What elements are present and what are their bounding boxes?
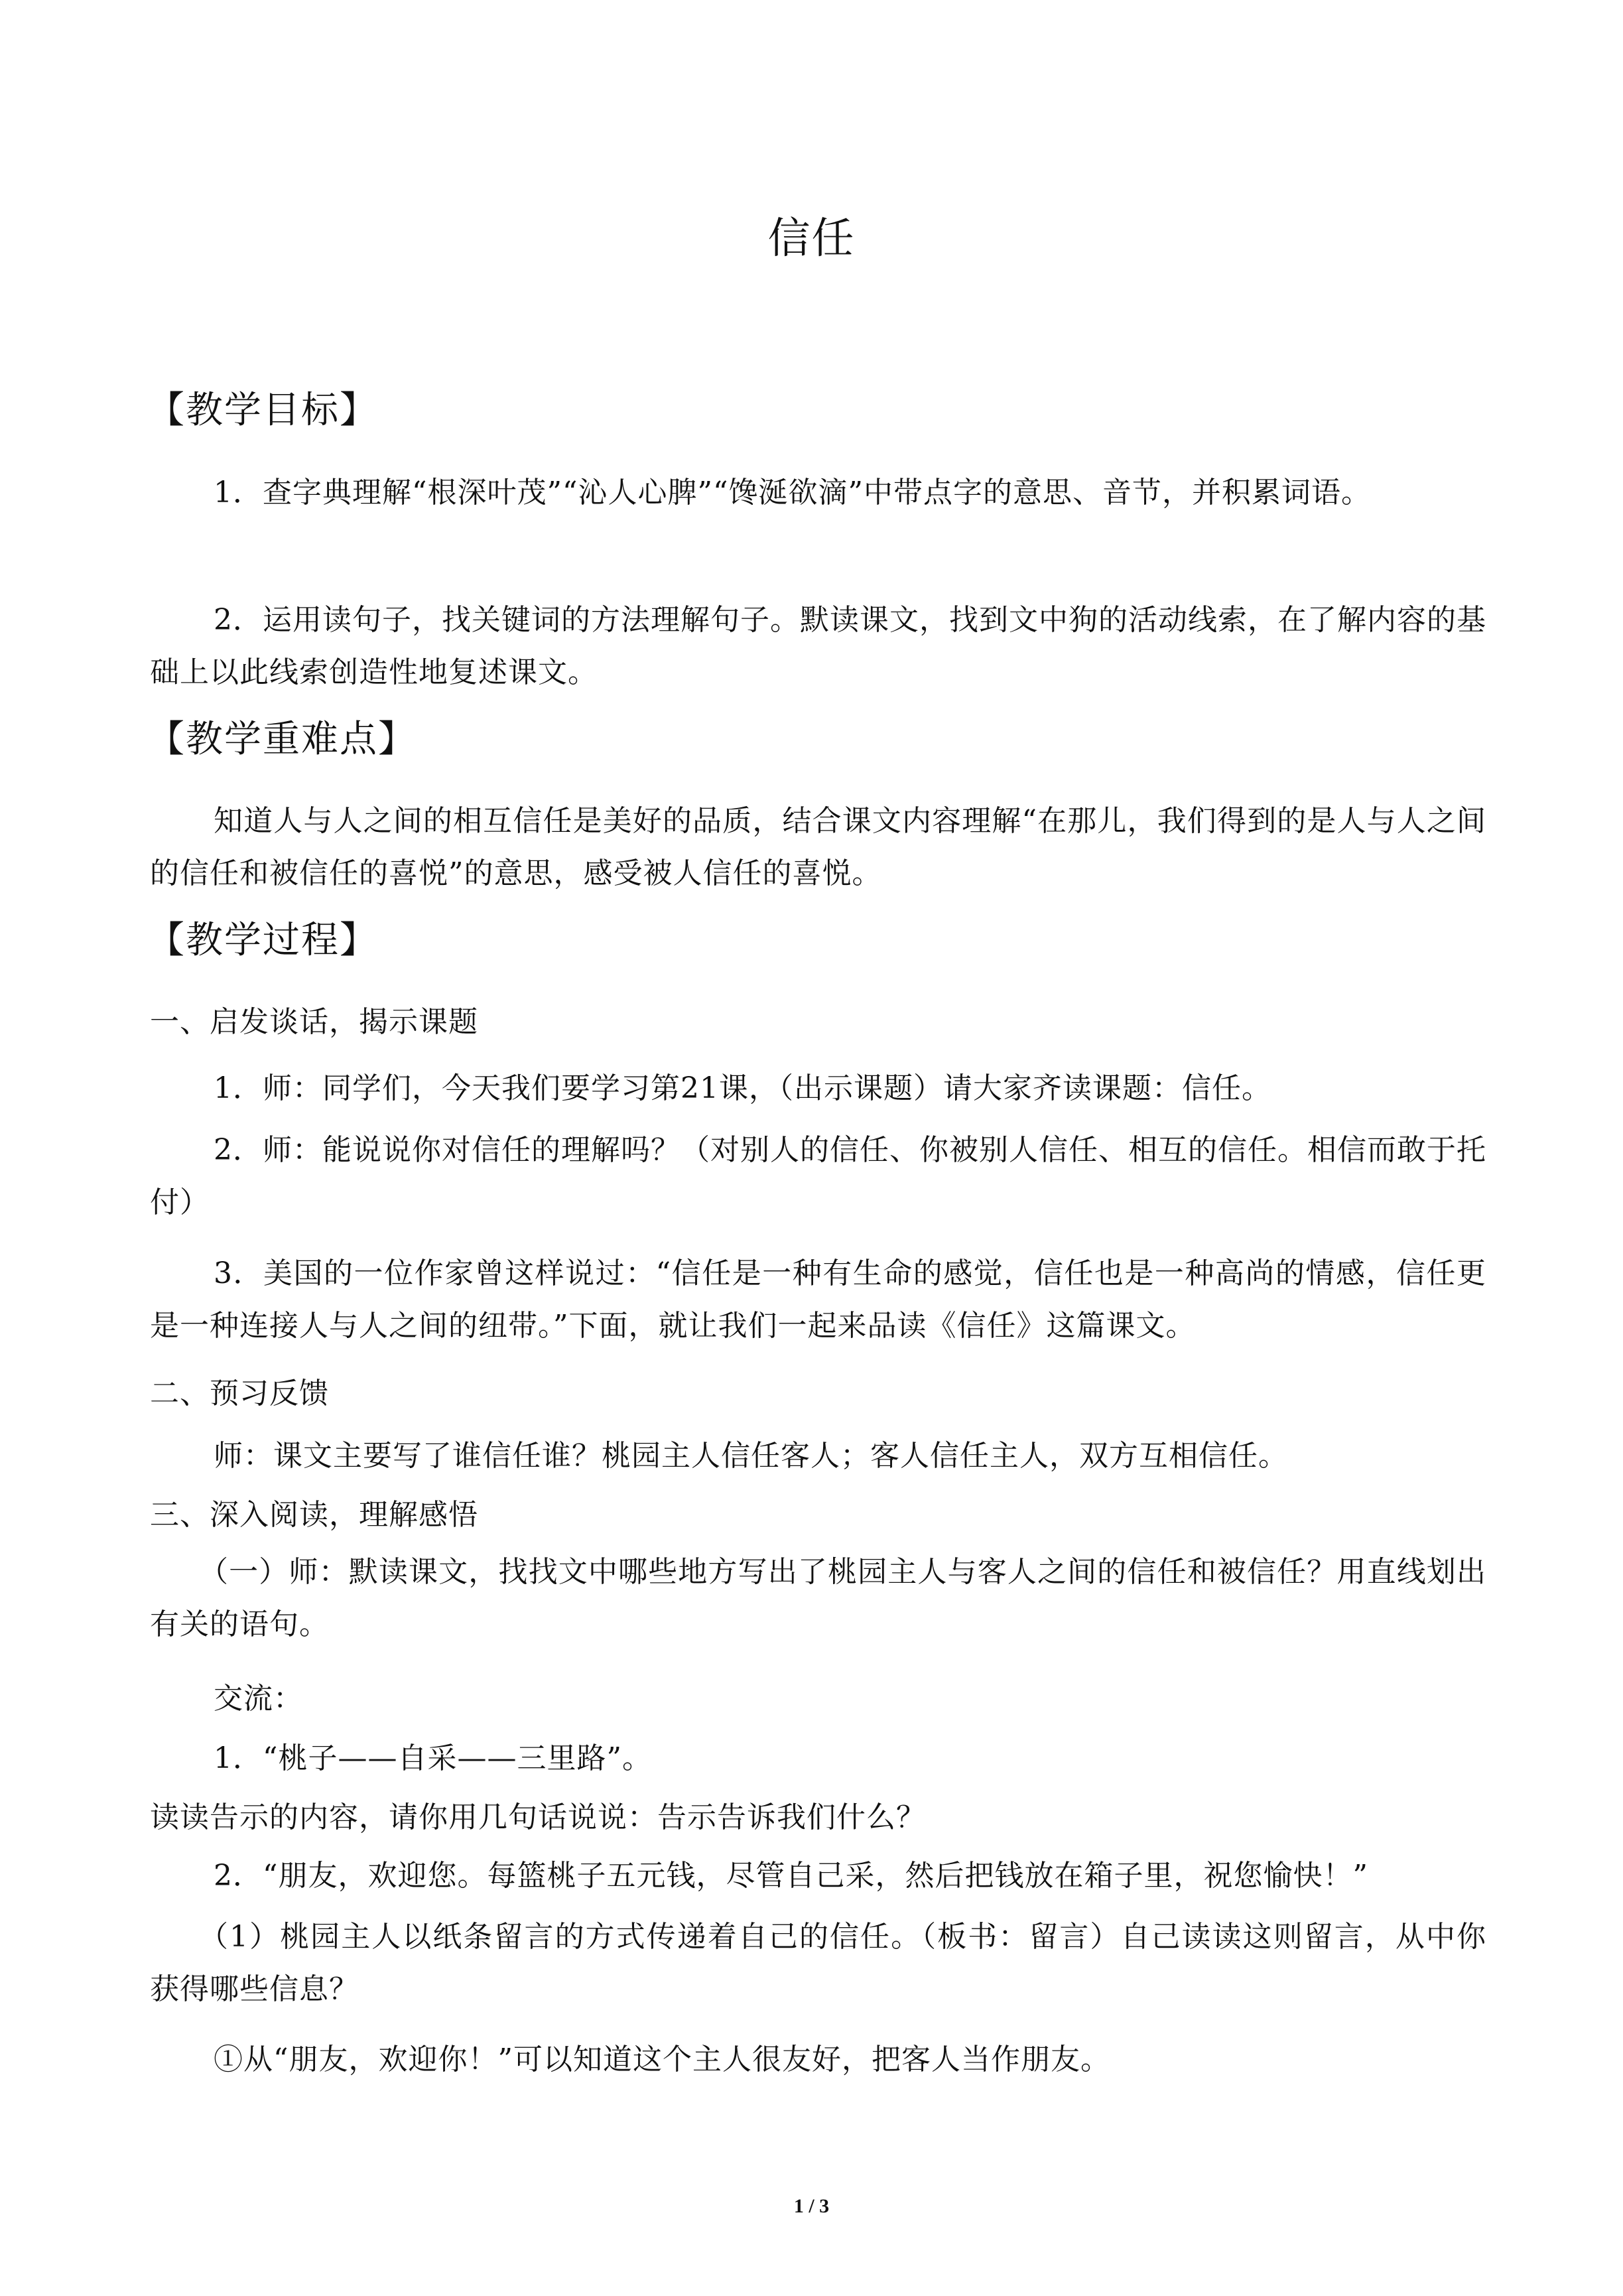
heading-objectives: 【教学目标】: [147, 389, 378, 432]
objective-1: 1．查字典理解“根深叶茂”“沁人心脾”“馋涎欲滴”中带点字的意思、音节，并积累词语。: [214, 476, 1371, 509]
section-1-item-2: 2．师：能说说你对信任的理解吗？（对别人的信任、你被别人信任、相互的信任。相信而敢于托付）: [150, 1133, 1486, 1219]
key-points-text: 知道人与人之间的相互信任是美好的品质，结合课文内容理解“在那儿，我们得到的是人与人之间的信任和被信任的喜悦”的意思，感受被人信任的喜悦。: [150, 804, 1486, 890]
section-1-item-1: 1．师：同学们，今天我们要学习第21课，（出示课题）请大家齐读课题：信任。: [214, 1071, 1271, 1105]
section-2-text: 师：课文主要写了谁信任谁？桃园主人信任客人；客人信任主人，双方互相信任。: [214, 1439, 1288, 1473]
section-3-heading: 三、深入阅读，理解感悟: [150, 1498, 478, 1532]
heading-key-points: 【教学重难点】: [147, 718, 417, 761]
objective-2: 2．运用读句子，找关键词的方法理解句子。默读课文，找到文中狗的活动线索，在了解内容的基础上以此线索创造性地复述课文。: [150, 603, 1486, 689]
section-3-exchange: 交流：: [214, 1682, 303, 1716]
section-3-sub-1: （1）桃园主人以纸条留言的方式传递着自己的信任。（板书：留言）自己读读这则留言，从中你获得哪些信息？: [150, 1920, 1486, 2006]
section-3-item-2: 2．“朋友，欢迎您。每篮桃子五元钱，尽管自己采，然后把钱放在箱子里，祝您愉快！”: [214, 1859, 1368, 1893]
heading-process: 【教学过程】: [147, 919, 378, 962]
section-1-heading: 一、启发谈话，揭示课题: [150, 1005, 478, 1039]
section-2-heading: 二、预习反馈: [150, 1377, 329, 1410]
section-1-item-3: 3．美国的一位作家曾这样说过：“信任是一种有生命的感觉，信任也是一种高尚的情感，信任更是一种连接人与人之间的纽带。”下面，就让我们一起来品读《信任》这篇课文。: [150, 1256, 1486, 1343]
section-3-item-1-question: 读读告示的内容，请你用几句话说说：告示告诉我们什么？: [150, 1800, 926, 1834]
page-number: 1 / 3: [793, 2195, 830, 2217]
section-3-sub-1-answer: ①从“朋友，欢迎你！”可以知道这个主人很友好，把客人当作朋友。: [214, 2043, 1110, 2076]
document-title: 信任: [767, 214, 856, 263]
section-3-item-1: 1．“桃子——自采——三里路”。: [214, 1741, 652, 1775]
section-3-question-1: （一）师：默读课文，找找文中哪些地方写出了桃园主人与客人之间的信任和被信任？用直线划出有关的语句。: [150, 1555, 1486, 1641]
